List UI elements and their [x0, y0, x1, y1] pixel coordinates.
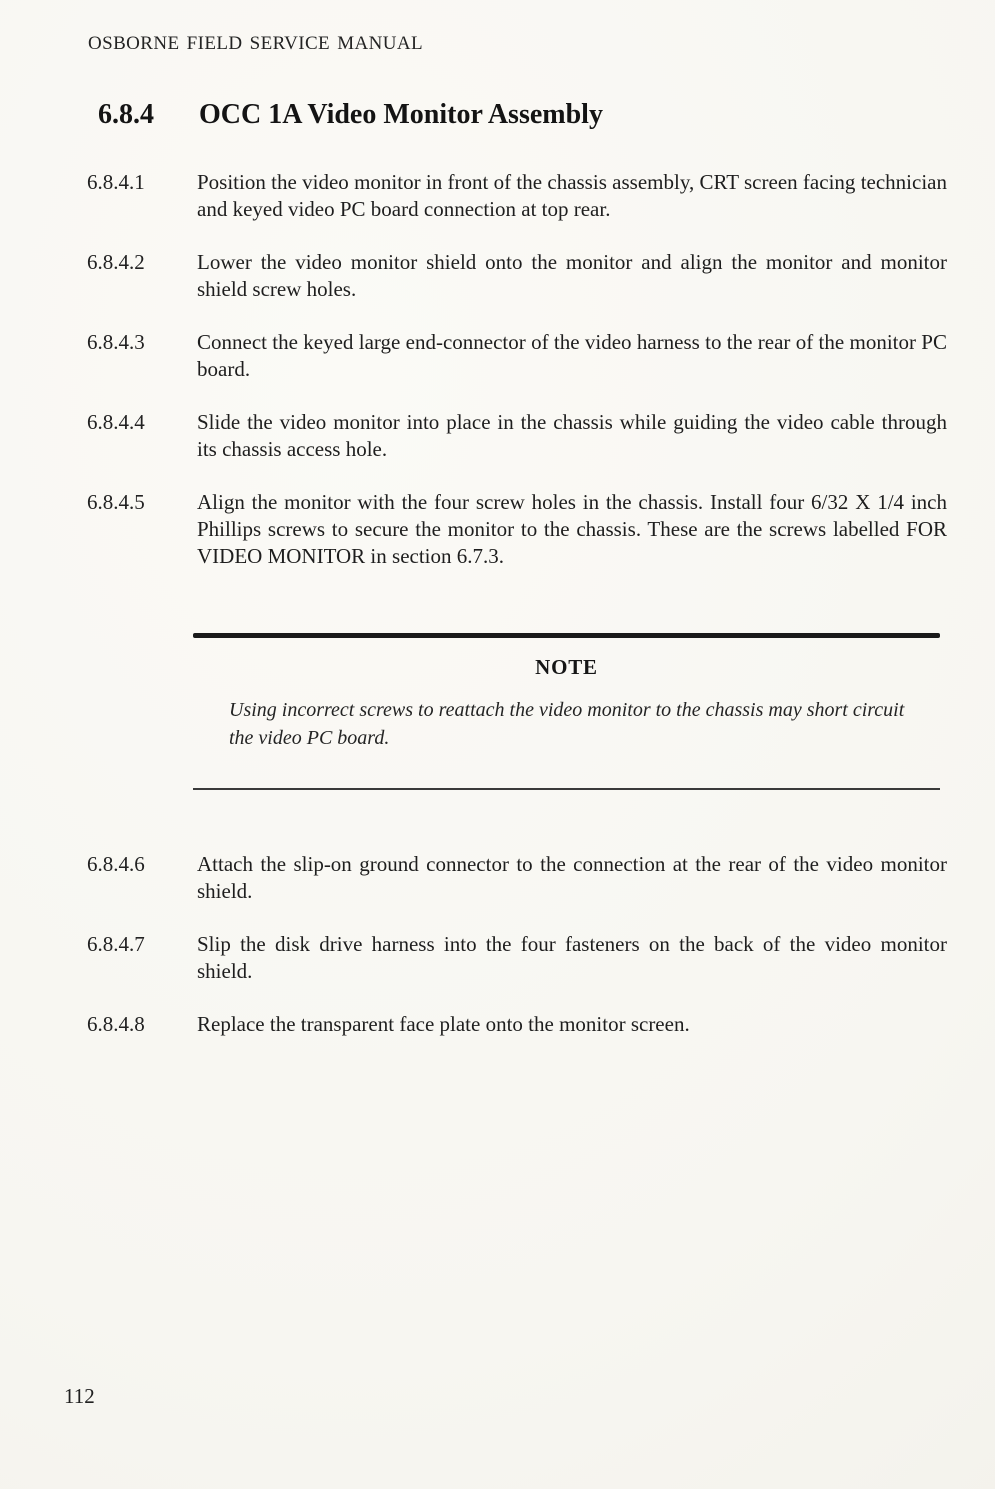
step-number: 6.8.4.2 — [87, 250, 145, 274]
steps-before-note — [0, 169, 995, 596]
note-text: Using incorrect screws to reattach the video monitor to the chassis may short circuit the video PC board. — [229, 699, 905, 749]
step-number: 6.8.4.8 — [87, 1012, 145, 1036]
page-number: 112 — [64, 1384, 95, 1408]
step-6-8-4-2 — [0, 249, 995, 303]
step-6-8-4-1 — [0, 169, 995, 223]
note-label: NOTE — [535, 655, 598, 679]
step-text: Slide the video monitor into place in the chassis while guiding the video cable through its chassis access hole. — [197, 410, 947, 461]
step-text: Replace the transparent face plate onto the monitor screen. — [197, 1012, 690, 1036]
step-6-8-4-5 — [0, 489, 995, 570]
running-header: OSBORNE FIELD SERVICE MANUAL — [88, 33, 423, 54]
step-6-8-4-3 — [0, 329, 995, 383]
step-6-8-4-6 — [0, 851, 995, 905]
note-block — [193, 633, 940, 790]
step-6-8-4-7 — [0, 931, 995, 985]
section-title: OCC 1A Video Monitor Assembly — [199, 99, 603, 130]
step-number: 6.8.4.3 — [87, 330, 145, 354]
step-number: 6.8.4.4 — [87, 410, 145, 434]
step-text: Align the monitor with the four screw holes in the chassis. Install four 6/32 X 1/4 inch Phillips screws to secure the monitor to the chassis. These are the screws labelled FOR VIDEO MONITOR in section 6.7.3. — [197, 490, 947, 568]
steps-after-note — [0, 851, 995, 1064]
step-6-8-4-8 — [0, 1011, 995, 1038]
step-text: Connect the keyed large end-connector of the video harness to the rear of the monitor PC board. — [197, 330, 947, 381]
note-bottom-rule — [193, 788, 940, 790]
step-text: Position the video monitor in front of the chassis assembly, CRT screen facing technician and keyed video PC board connection at top rear. — [197, 170, 947, 221]
section-heading — [98, 99, 603, 131]
step-text: Lower the video monitor shield onto the monitor and align the monitor and monitor shield screw holes. — [197, 250, 947, 301]
section-number: 6.8.4 — [98, 99, 154, 130]
step-6-8-4-4 — [0, 409, 995, 463]
step-number: 6.8.4.1 — [87, 170, 145, 194]
note-top-rule — [193, 633, 940, 638]
step-number: 6.8.4.6 — [87, 852, 145, 876]
step-text: Slip the disk drive harness into the four fasteners on the back of the video monitor shield. — [197, 932, 947, 983]
step-number: 6.8.4.5 — [87, 490, 145, 514]
step-text: Attach the slip-on ground connector to the connection at the rear of the video monitor shield. — [197, 852, 947, 903]
step-number: 6.8.4.7 — [87, 932, 145, 956]
